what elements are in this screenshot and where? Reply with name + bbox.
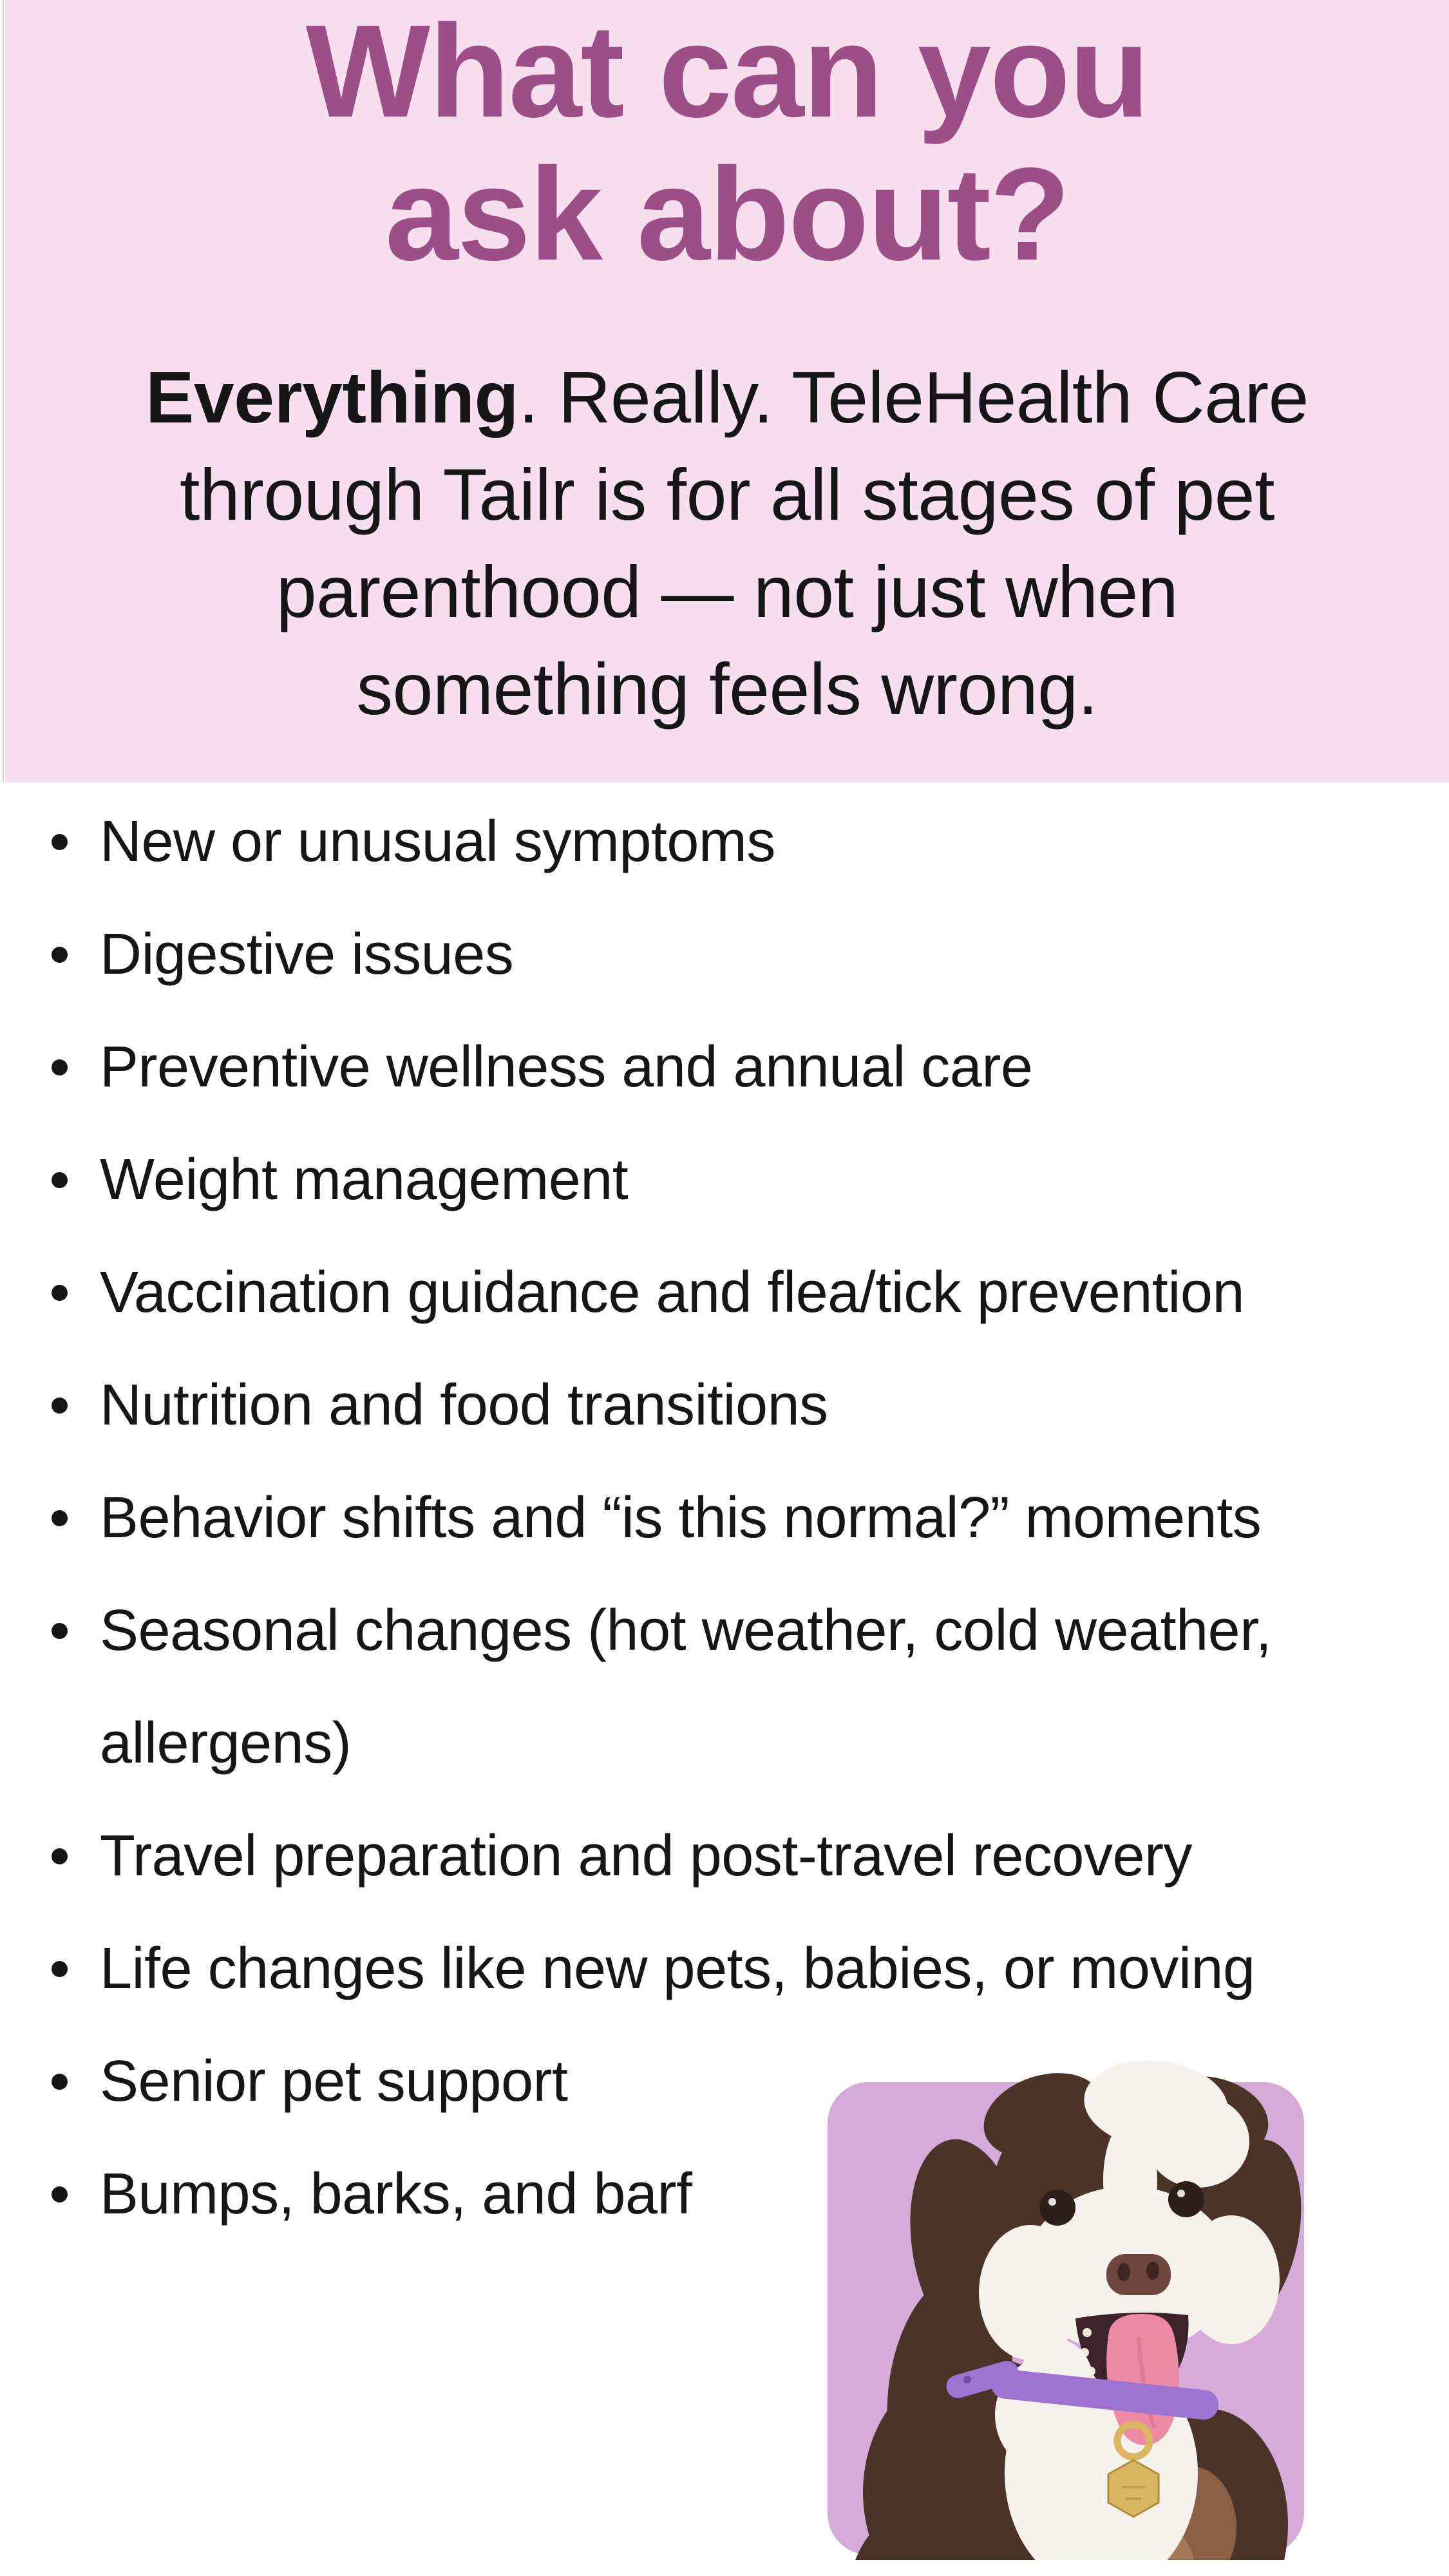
window-left-edge — [0, 0, 4, 782]
dog-photo — [831, 2054, 1307, 2560]
dog-nose — [1106, 2254, 1171, 2295]
list-item — [0, 1124, 1423, 1236]
list-item — [0, 1011, 1423, 1124]
list-item-text: New or unusual symptoms — [100, 810, 775, 874]
list-item — [0, 1800, 1423, 1913]
list-item-text: Life changes like new pets, babies, or moving — [100, 1937, 1255, 2001]
list-item — [0, 1462, 1423, 1575]
list-item-text: Nutrition and food transitions — [100, 1373, 828, 1437]
list-item-text-wrap: allergens) — [100, 1711, 352, 1776]
list-item — [0, 786, 1423, 898]
list-item-text: Weight management — [100, 1148, 629, 1212]
intro-line-3: parenthood — not just when — [276, 551, 1179, 632]
intro-bold: Everything — [146, 357, 519, 438]
list-item-text: Vaccination guidance and flea/tick prevention — [100, 1260, 1245, 1325]
intro-line-4: something feels wrong. — [356, 649, 1098, 730]
list-item — [0, 1349, 1423, 1462]
hero-section — [5, 0, 1449, 782]
intro-line-1 — [5, 349, 1449, 446]
list-item-text: Behavior shifts and “is this normal?” moments — [100, 1486, 1262, 1550]
topics-list — [0, 786, 1423, 2251]
list-item-text: Bumps, barks, and barf — [100, 2162, 692, 2226]
intro-line-1-rest: . Really. TeleHealth Care — [518, 357, 1309, 438]
list-item-text: Seasonal changes (hot weather, cold weather, — [100, 1598, 1272, 1663]
list-item-text: Travel preparation and post-travel recovery — [100, 1824, 1192, 1888]
list-item — [0, 1575, 1423, 1800]
list-item — [0, 1913, 1423, 2025]
intro-line-2: through Tailr is for all stages of pet — [180, 454, 1274, 535]
list-item — [0, 898, 1423, 1011]
list-item — [0, 1236, 1423, 1349]
title-line-2: ask about? — [384, 140, 1070, 288]
list-item-text: Senior pet support — [100, 2049, 568, 2114]
list-item-text: Preventive wellness and annual care — [100, 1035, 1033, 1099]
page-title — [5, 0, 1449, 286]
list-item-text: Digestive issues — [100, 922, 514, 987]
title-line-1: What can you — [305, 0, 1149, 145]
intro-paragraph — [5, 349, 1449, 738]
